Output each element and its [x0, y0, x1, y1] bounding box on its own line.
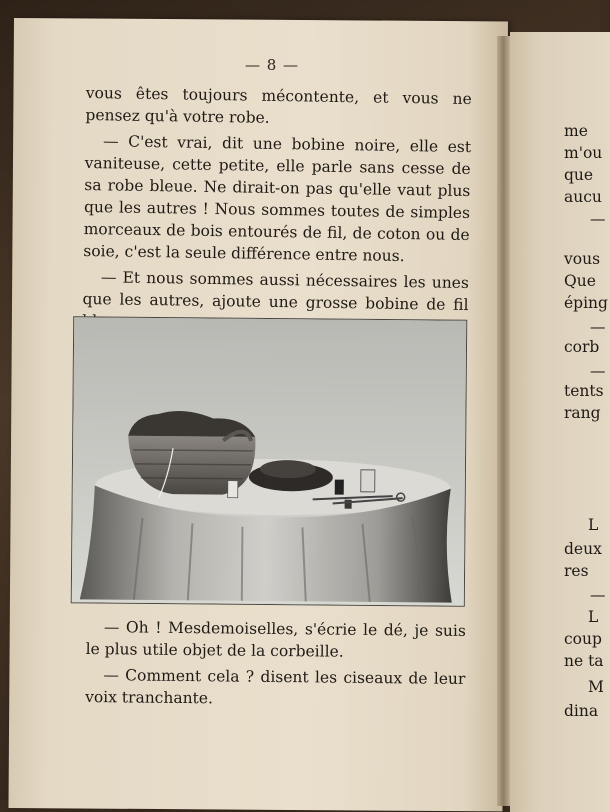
right-page-fragment: deux — [564, 540, 602, 558]
right-page-fragment: ne ta — [564, 652, 604, 670]
spool-white — [228, 481, 238, 498]
right-page-fragment: aucu — [564, 188, 602, 206]
right-page-fragment: rang — [564, 404, 601, 422]
text-block-bottom — [85, 616, 466, 716]
paragraph: — Et nous sommes aussi nécessaires les unes que les autres, ajoute une grosse bobine de fil — [82, 268, 470, 315]
right-page-fragment: res — [564, 562, 589, 580]
right-page-fragment: — — [590, 210, 606, 228]
right-page-fragment: — — [590, 318, 606, 336]
right-page-fragment: coup — [564, 630, 602, 648]
right-page-fragment: tents — [564, 382, 604, 400]
right-page-fragment: dina — [564, 702, 599, 720]
paragraph: — Comment cela ? disent les ciseaux de leur voix tranchante. — [85, 666, 466, 708]
right-page-fragment: L — [588, 516, 599, 534]
right-page-fragment: que — [564, 166, 594, 184]
right-page-fragment: Que — [564, 272, 596, 290]
right-page — [510, 32, 610, 812]
paragraph: vous êtes toujours mécontente, et vous ne pensez qu'à votre robe. — [85, 83, 472, 127]
right-page-fragment: L — [588, 608, 599, 626]
right-page-fragment: — — [590, 586, 606, 604]
right-page-fragment: — — [590, 362, 606, 380]
right-page-fragment: me — [564, 122, 588, 140]
right-page-fragment: M — [588, 678, 604, 696]
paragraph: — C'est vrai, dit une bobine noire, elle est vaniteuse, cette petite, elle parle sans cesse de sa robe bleue. Ne dirait-on pas qu'elle vaut plus que les autres ! Nous sommes toutes de simples morceaux de bois entourés de fil, de coton ou de soie, c'est la seule différence entre nous. — [83, 132, 472, 266]
right-page-fragment: vous — [564, 250, 601, 268]
right-page-fragment: corb — [564, 338, 600, 356]
right-page-fragment: m'ou — [564, 144, 603, 162]
spool-black — [335, 480, 344, 495]
thimble — [345, 500, 352, 509]
sewing-basket-photo — [71, 316, 467, 606]
text-block-top — [82, 82, 472, 342]
book-spine — [497, 36, 511, 806]
spool-large — [361, 470, 375, 492]
page-number: — 8 — — [244, 56, 300, 74]
right-page-fragment: éping — [564, 294, 608, 312]
photo-illustration — [72, 317, 466, 605]
paragraph: — Oh ! Mesdemoiselles, s'écrie le dé, je suis le plus utile objet de la corbeille. — [85, 618, 466, 661]
